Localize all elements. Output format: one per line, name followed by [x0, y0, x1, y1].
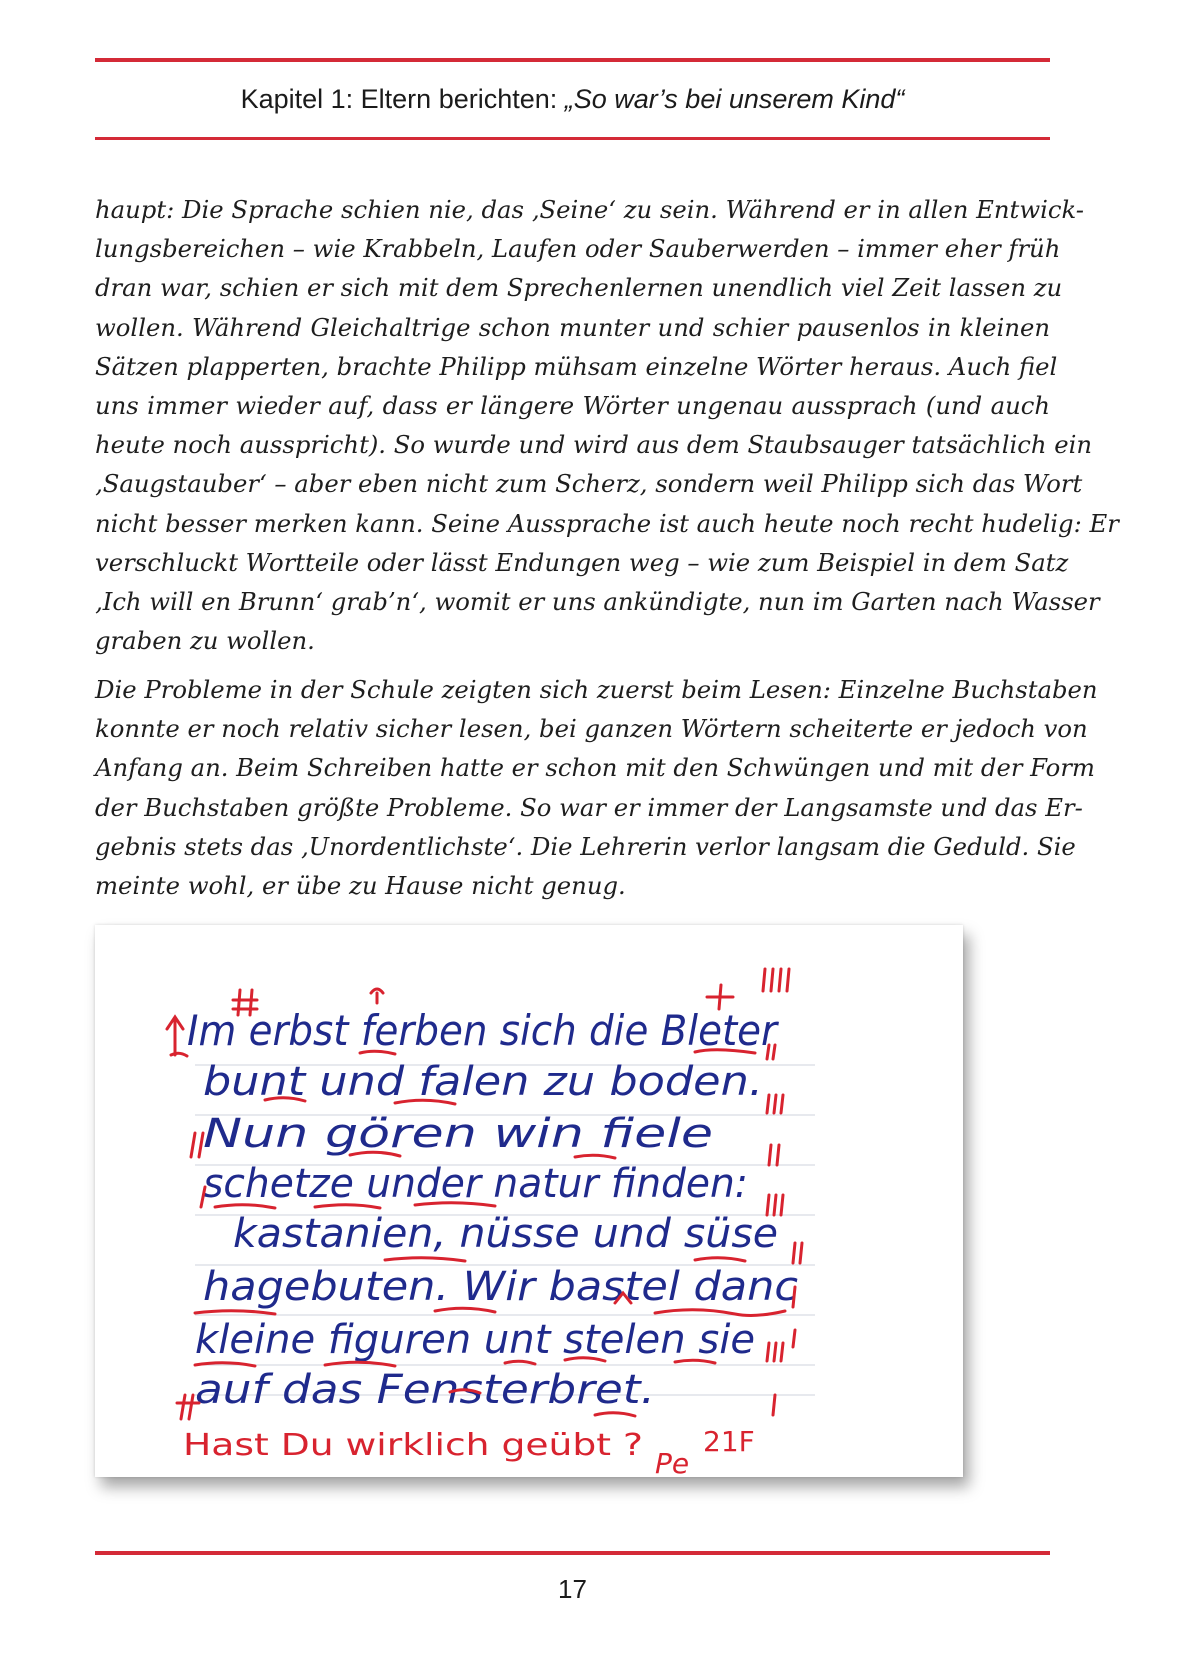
text-line: dran war, schien er sich mit dem Sprechenlernen unendlich viel Zeit lassen zu	[95, 273, 1063, 303]
text-line: Sätzen plapperten, brachte Philipp mühsam einzelne Wörter heraus. Auch fiel	[95, 351, 1058, 381]
header-rule-bottom	[95, 137, 1050, 140]
handwriting-line: bunt und falen zu boden.	[203, 1059, 763, 1105]
text-line: wollen. Während Gleichaltrige schon munter und schier pausenlos in kleinen	[95, 312, 1050, 342]
handwriting-line: kastanien, nüsse und süse	[233, 1211, 778, 1257]
text-line: lungsbereichen – wie Krabbeln, Laufen oder Sauberwerden – immer eher früh	[95, 234, 1061, 264]
text-line: heute noch ausspricht). So wurde und wird aus dem Staubsauger tatsächlich ein	[95, 430, 1093, 460]
handwriting-line: kleine figuren unt stelen sie	[195, 1317, 755, 1363]
handwriting-line: Im erbst ferben sich die Bleter	[187, 1006, 780, 1055]
running-head	[95, 84, 1050, 115]
text-line: Anfang an. Beim Schreiben hatte er schon mit den Schwüngen und mit der Form	[95, 753, 1095, 783]
handwriting-line: hagebuten. Wir bastel danc	[203, 1264, 798, 1310]
handwriting-line: Nun gören win fiele	[203, 1111, 713, 1157]
paragraph-1	[95, 190, 1119, 660]
chapter-title: Kapitel 1: Eltern berichten:	[240, 84, 565, 114]
text-line: uns immer wieder auf, dass er längere Wörter ungenau aussprach (und auch	[95, 390, 1050, 420]
text-line: der Buchstaben größte Probleme. So war er immer der Langsamste und das Er-	[95, 792, 1083, 822]
text-line: meinte wohl, er übe zu Hause nicht genug.	[95, 870, 626, 900]
text-line: ‚Ich will en Brunn‘ grab’n‘, womit er uns ankündigte, nun im Garten nach Wasser	[95, 586, 1100, 616]
handwriting-line: schetze under natur finden:	[203, 1161, 748, 1207]
header-rule-top	[95, 58, 1050, 62]
teacher-initials: Pe	[655, 1447, 690, 1477]
text-line: haupt: Die Sprache schien nie, das ‚Seine‘ zu sein. Während er in allen Entwick-	[95, 195, 1084, 224]
text-line: verschluckt Wortteile oder lässt Endungen weg – wie zum Beispiel in dem Satz	[95, 547, 1069, 577]
paragraph-2	[95, 670, 1098, 905]
text-line: gebnis stets das ‚Unordentlichste‘. Die Lehrerin verlor langsam die Geduld. Sie	[95, 831, 1076, 861]
teacher-comment: Hast Du wirklich geübt ?	[183, 1428, 643, 1463]
handwriting-sample-figure	[95, 925, 963, 1477]
footer-rule	[95, 1551, 1050, 1555]
handwriting-line: auf das Fensterbret.	[195, 1367, 655, 1413]
text-line: Die Probleme in der Schule zeigten sich zuerst beim Lesen: Einzelne Buchstaben	[95, 675, 1098, 704]
chapter-quote: „So war’s bei unserem Kind“	[564, 84, 905, 114]
page-number: 17	[558, 1574, 587, 1604]
handwriting-sample-image	[95, 925, 963, 1477]
error-count: 21F	[703, 1425, 755, 1458]
text-line: graben zu wollen.	[95, 626, 315, 656]
text-line: konnte er noch relativ sicher lesen, bei ganzen Wörtern scheiterte er jedoch von	[95, 714, 1088, 744]
text-line: ‚Saugstauber‘ – aber eben nicht zum Scherz, sondern weil Philipp sich das Wort	[95, 469, 1083, 499]
text-line: nicht besser merken kann. Seine Aussprache ist auch heute noch recht hudelig: Er	[95, 508, 1119, 538]
